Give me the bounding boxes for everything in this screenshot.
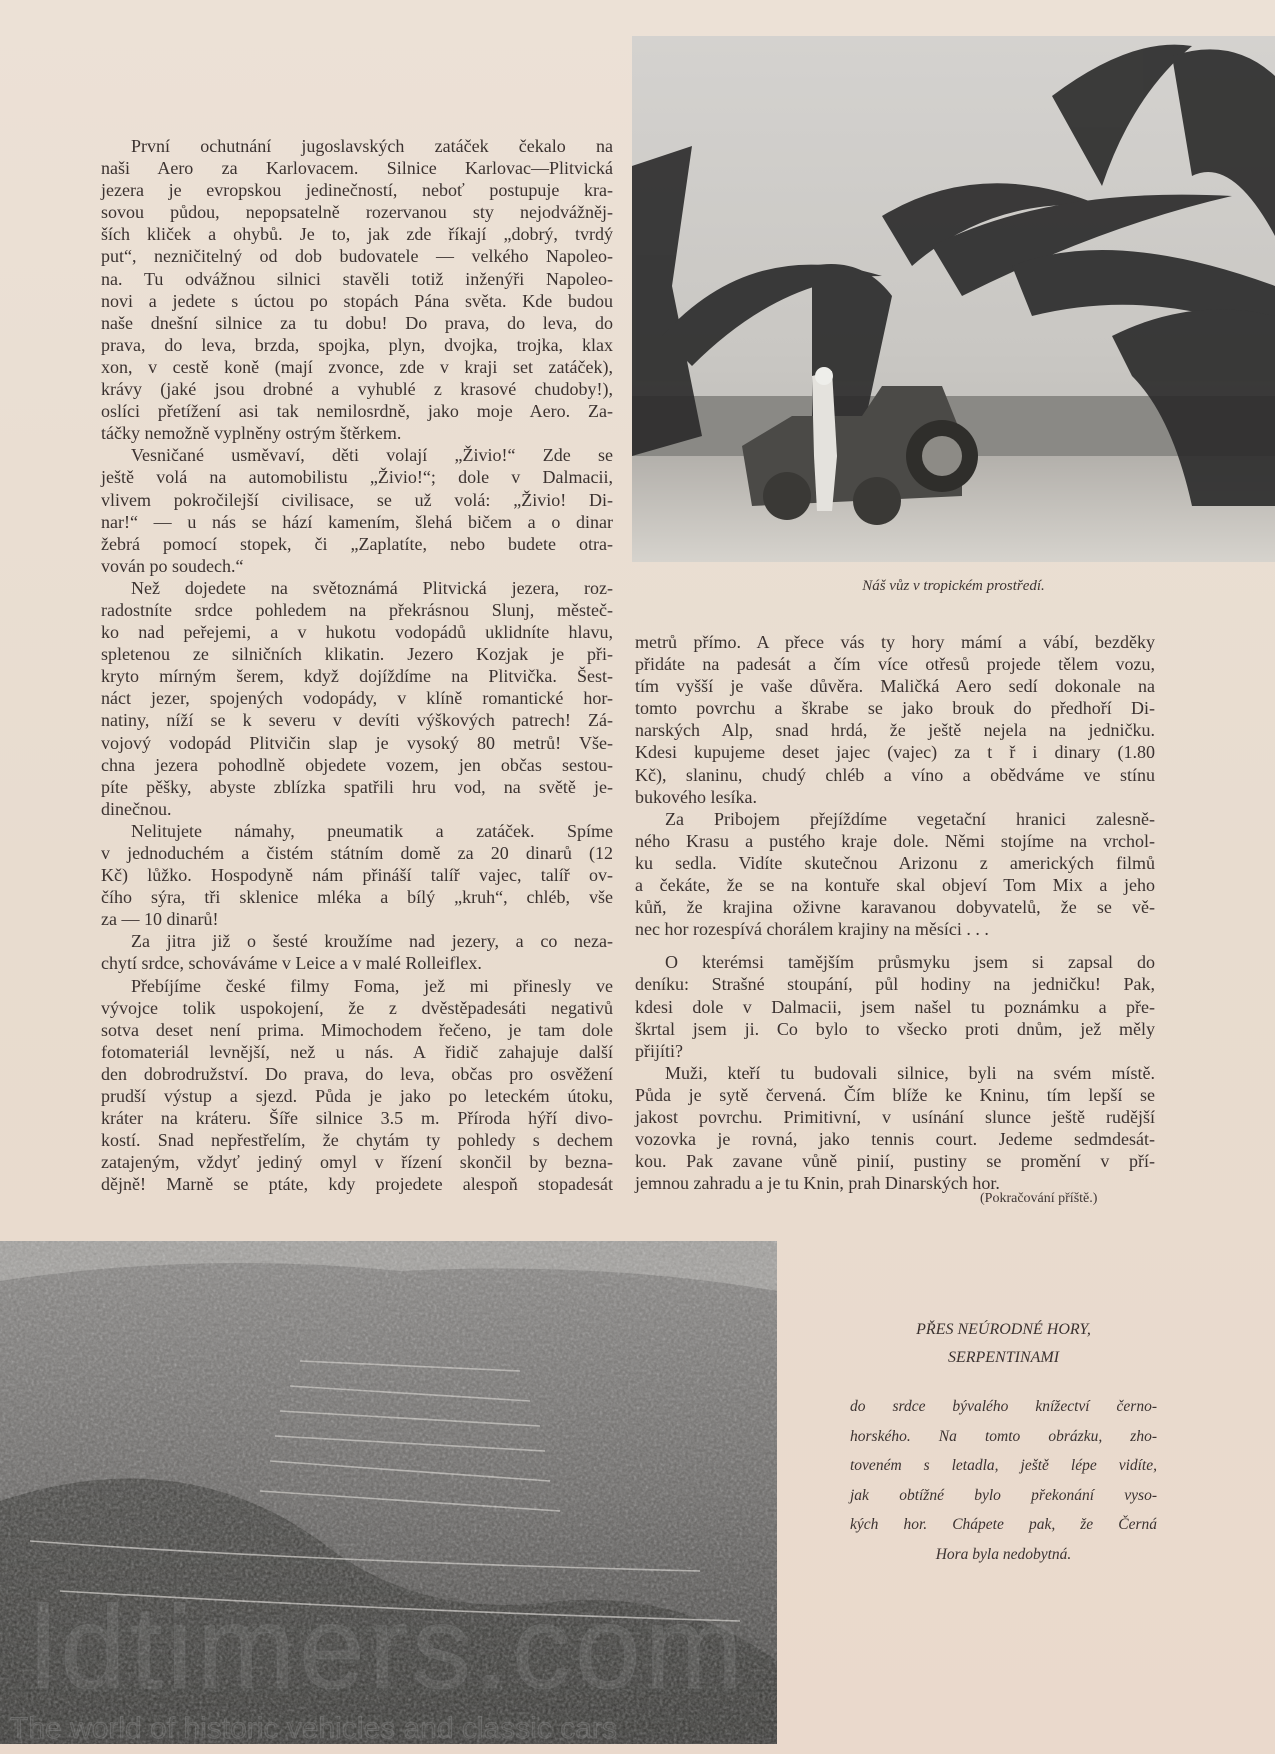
text-line: kryto mírným šerem, když dojíždíme na Plitvička. Šest- xyxy=(101,666,613,687)
caption-line: horského. Na tomto obrázku, zho- xyxy=(850,1427,1157,1445)
text-line: ného Krasu a pustého kraje dole. Němi stojíme na vrchol- xyxy=(635,830,1155,851)
text-line: jakost povrchu. Primitivní, v usínání slunce ještě rudější xyxy=(635,1106,1155,1127)
text-line: radostníte srdce pohledem na překrásnou Slunj, městeč- xyxy=(101,599,613,620)
text-line: čího sýra, tři sklenice mléka a bílý „kruh“, chléb, vše xyxy=(101,887,613,908)
text-line: ko nad peřejemi, a v hukotu vodopádů uklidníte hlavu, xyxy=(101,622,613,643)
caption-line: Hora byla nedobytná. xyxy=(935,1545,1072,1563)
text-line: na. Tu odvážnou silnici stavěli totiž inženýři Napoleo- xyxy=(101,268,613,289)
paragraph xyxy=(101,444,613,577)
paragraph xyxy=(101,577,613,820)
text-line: metrů přímo. A přece vás ty hory mámí a vábí, bezděky xyxy=(635,632,1155,652)
text-line: chna jezera pohodlně objedete vozem, jen občas sestou- xyxy=(101,754,613,775)
text-line: píte pěšky, abyste zblízka spatřili hru vod, na světě je- xyxy=(101,776,613,797)
text-line: xon, v cestě koně (mají zvonce, zde v kraji set zatáček), xyxy=(101,356,613,377)
text-line: škrtal jsem ji. Co bylo to všecko proti dnům, jež měly xyxy=(635,1018,1155,1039)
text-line: ších kliček a ohybů. Je to, jak zde říkají „dobrý, tvrdý xyxy=(101,224,613,245)
text-line: fotomateriál levnější, než u nás. A řidič zahajuje další xyxy=(101,1041,613,1062)
text-line: dějně! Marně se ptáte, kdy projedete alespoň stopadesát xyxy=(101,1174,613,1195)
paragraph xyxy=(101,820,613,930)
text-line: kůň, že krajina oživne karavanou dobyvatelů, že se vě- xyxy=(635,897,1155,918)
text-line: Vesničané usměvaví, děti volají „Živio!“ Zde se xyxy=(131,445,613,466)
text-line: den dobrodružství. Do prava, do leva, občas pro osvěžení xyxy=(101,1063,613,1084)
caption-line: do srdce bývalého knížectví černo- xyxy=(850,1398,1157,1415)
text-line: za — 10 dinarů! xyxy=(101,909,219,930)
caption-body xyxy=(850,1392,1157,1569)
text-line: jezera je evropskou jedinečností, neboť postupuje kra- xyxy=(101,180,613,201)
caption-title-line: PŘES NEÚRODNÉ HORY, xyxy=(916,1321,1091,1338)
paragraph xyxy=(635,808,1155,941)
text-line: naše dnešní silnice za tu dobu! Do prava, do leva, do xyxy=(101,312,613,333)
text-line: vován po soudech.“ xyxy=(101,555,244,576)
caption-line: jak obtížné bylo překonání vyso- xyxy=(850,1486,1157,1504)
text-line: oslíci přetížení asi tak nemilosrdně, jako moje Aero. Za- xyxy=(101,401,613,422)
text-line: v jednoduchém a čistém státním domě za 20 dinarů (12 xyxy=(101,843,613,863)
text-line: zatajeným, vždyť jediný omyl v řízení skončil by bezna- xyxy=(101,1152,613,1173)
article-right-column xyxy=(635,631,1155,1194)
text-line: Kdesi kupujeme deset jajec (vajec) za t ř i dinary (1.80 xyxy=(635,742,1155,763)
paragraph xyxy=(635,631,1155,808)
text-line: vojový vodopád Plitvičin slap je vysoký 80 metrů! Vše- xyxy=(101,732,613,753)
text-line: chytí srdce, schováváme v Leice a v malé Rolleiflex. xyxy=(101,953,482,974)
watermark-tagline: The world of historic vehicles and classic cars xyxy=(10,1712,617,1745)
text-line: ještě volá na automobilistu „Živio!“; dole v Dalmacii, xyxy=(101,467,613,488)
text-line: Přebíjíme české filmy Foma, jež mi přinesly ve xyxy=(131,975,613,996)
text-line: novi a jedete s úctou po stopách Pána světa. Kde budou xyxy=(101,290,613,311)
text-line: vývojce tolik uspokojení, že z dvěstěpadesáti negativů xyxy=(101,997,613,1018)
text-line: náct jezer, spojených vodopády, v klíně romantické hor- xyxy=(101,688,613,709)
text-line: Než dojedete na světoznámá Plitvická jezera, roz- xyxy=(131,577,613,598)
text-line: táčky nemožně vyplněny ostrým štěrkem. xyxy=(101,423,402,444)
paragraph xyxy=(101,930,613,974)
paragraph xyxy=(635,951,1155,1061)
text-line: krávy (jaké jsou drobné a vyhublé z krasové chudoby!), xyxy=(101,379,613,400)
text-line: vozovka je rovná, jako tennis court. Jedeme sedmdesát- xyxy=(635,1129,1155,1150)
text-line: Za jitra již o šesté kroužíme nad jezery, a co neza- xyxy=(131,931,613,952)
side-photo-caption xyxy=(850,1316,1157,1569)
text-line: nar!“ — u nás se hází kamením, šlehá bičem a o dinar xyxy=(101,511,613,532)
text-line: nec hor rozespívá chorálem krajiny na měsíci . . . xyxy=(635,919,989,940)
text-line: Kč), slaninu, chudý chléb a víno a obědváme ve stínu xyxy=(635,764,1155,785)
text-line: Muži, kteří tu budovali silnice, byli na svém místě. xyxy=(665,1062,1155,1083)
text-line: natiny, níží se k severu v devíti výškových patrech! Zá- xyxy=(101,710,613,731)
text-line: tomto povrchu a škrabe se jako brouk do předhoří Di- xyxy=(635,698,1155,719)
text-line: kou. Pak zavane vůně pinií, pustiny se promění v pří- xyxy=(635,1151,1155,1172)
text-line: kdesi dole v Dalmacii, jsem našel tu poznámku a pře- xyxy=(635,996,1155,1017)
text-line: kráter na kráteru. Šíře silnice 3.5 m. Příroda hýří divo- xyxy=(101,1108,613,1129)
caption-title-line: SERPENTINAMI xyxy=(947,1349,1060,1366)
continued-note: (Pokračování příště.) xyxy=(980,1191,1098,1206)
text-line: sovou půdou, nepopsatelně rozervanou sty nejodvážněj- xyxy=(101,202,613,223)
text-line: narských Alp, snad hrdá, že ještě nejela na jedničku. xyxy=(635,720,1155,741)
text-line: žebrá pomocí stopek, či „Zaplatíte, nebo budete otra- xyxy=(101,533,613,554)
paragraph xyxy=(635,1062,1155,1195)
text-line: naši Aero za Karlovacem. Silnice Karlovac—Plitvická xyxy=(101,158,613,179)
text-line: prudší výstup a sjezd. Půda je jako po leteckém útoku, xyxy=(101,1086,613,1107)
text-line: bukového lesíka. xyxy=(635,786,757,807)
text-line: ku sedla. Vidíte skutečnou Arizonu z amerických filmů xyxy=(635,852,1155,873)
text-line: prava, do leva, brzda, spojka, plyn, dvojka, trojka, klax xyxy=(101,334,613,355)
text-line: kostí. Snad nepřestřelím, že chytám ty pohledy s dechem xyxy=(101,1130,613,1151)
text-line: Kč) lůžko. Hospodyně nám přináší talíř vajec, talíř ov- xyxy=(101,865,613,886)
paragraph xyxy=(101,975,613,1196)
text-line: První ochutnání jugoslavských zatáček čekalo na xyxy=(131,136,613,156)
text-line: sotva deset není prima. Mimochodem řečeno, je tam dole xyxy=(101,1019,613,1040)
caption-title xyxy=(850,1316,1157,1372)
caption-line: toveném s letadla, ještě lépe vidíte, xyxy=(850,1457,1157,1474)
text-line: tím vyšší je vaše důvěra. Maličká Aero sedí dokonale na xyxy=(635,676,1155,697)
photo-caption: Náš vůz v tropickém prostředí. xyxy=(862,578,1045,594)
text-line: Půda je sytě červená. Čím blíže ke Kninu, tím lepší se xyxy=(635,1084,1155,1105)
photo-car-under-palms xyxy=(632,36,1275,562)
text-line: jemnou zahradu a je tu Knin, prah Dinarských hor. xyxy=(635,1173,1000,1194)
text-line: a čekáte, že se na kontuře skal objeví Tom Mix a jeho xyxy=(635,875,1155,896)
article-left-column xyxy=(101,135,613,1196)
text-line: O kterémsi tamějším průsmyku jsem si zapsal do xyxy=(665,952,1155,973)
text-line: vlivem pokročilejší civilisace, se už volá: „Živio! Di- xyxy=(101,489,613,510)
text-line: Nelitujete námahy, pneumatik a zatáček. Spíme xyxy=(131,820,613,841)
text-line: spletenou ze silničních klikatin. Jezero Kozjak je při- xyxy=(101,644,613,665)
text-line: put“, nezničitelný od dob budovatele — velkého Napoleo- xyxy=(101,246,613,267)
paragraph xyxy=(101,135,613,444)
text-line: přijíti? xyxy=(635,1040,683,1061)
text-line: přidáte na padesát a čím více otřesů projede tělem vozu, xyxy=(635,654,1155,675)
caption-line: kých hor. Chápete pak, že Černá xyxy=(850,1516,1157,1533)
text-line: deníku: Strašné stoupání, půl hodiny na jedničku! Pak, xyxy=(635,974,1155,995)
text-line: Za Pribojem přejíždíme vegetační hranici zalesně- xyxy=(665,808,1155,829)
watermark-site: ldtimers.com xyxy=(30,1582,747,1714)
text-line: dinečnou. xyxy=(101,798,172,819)
